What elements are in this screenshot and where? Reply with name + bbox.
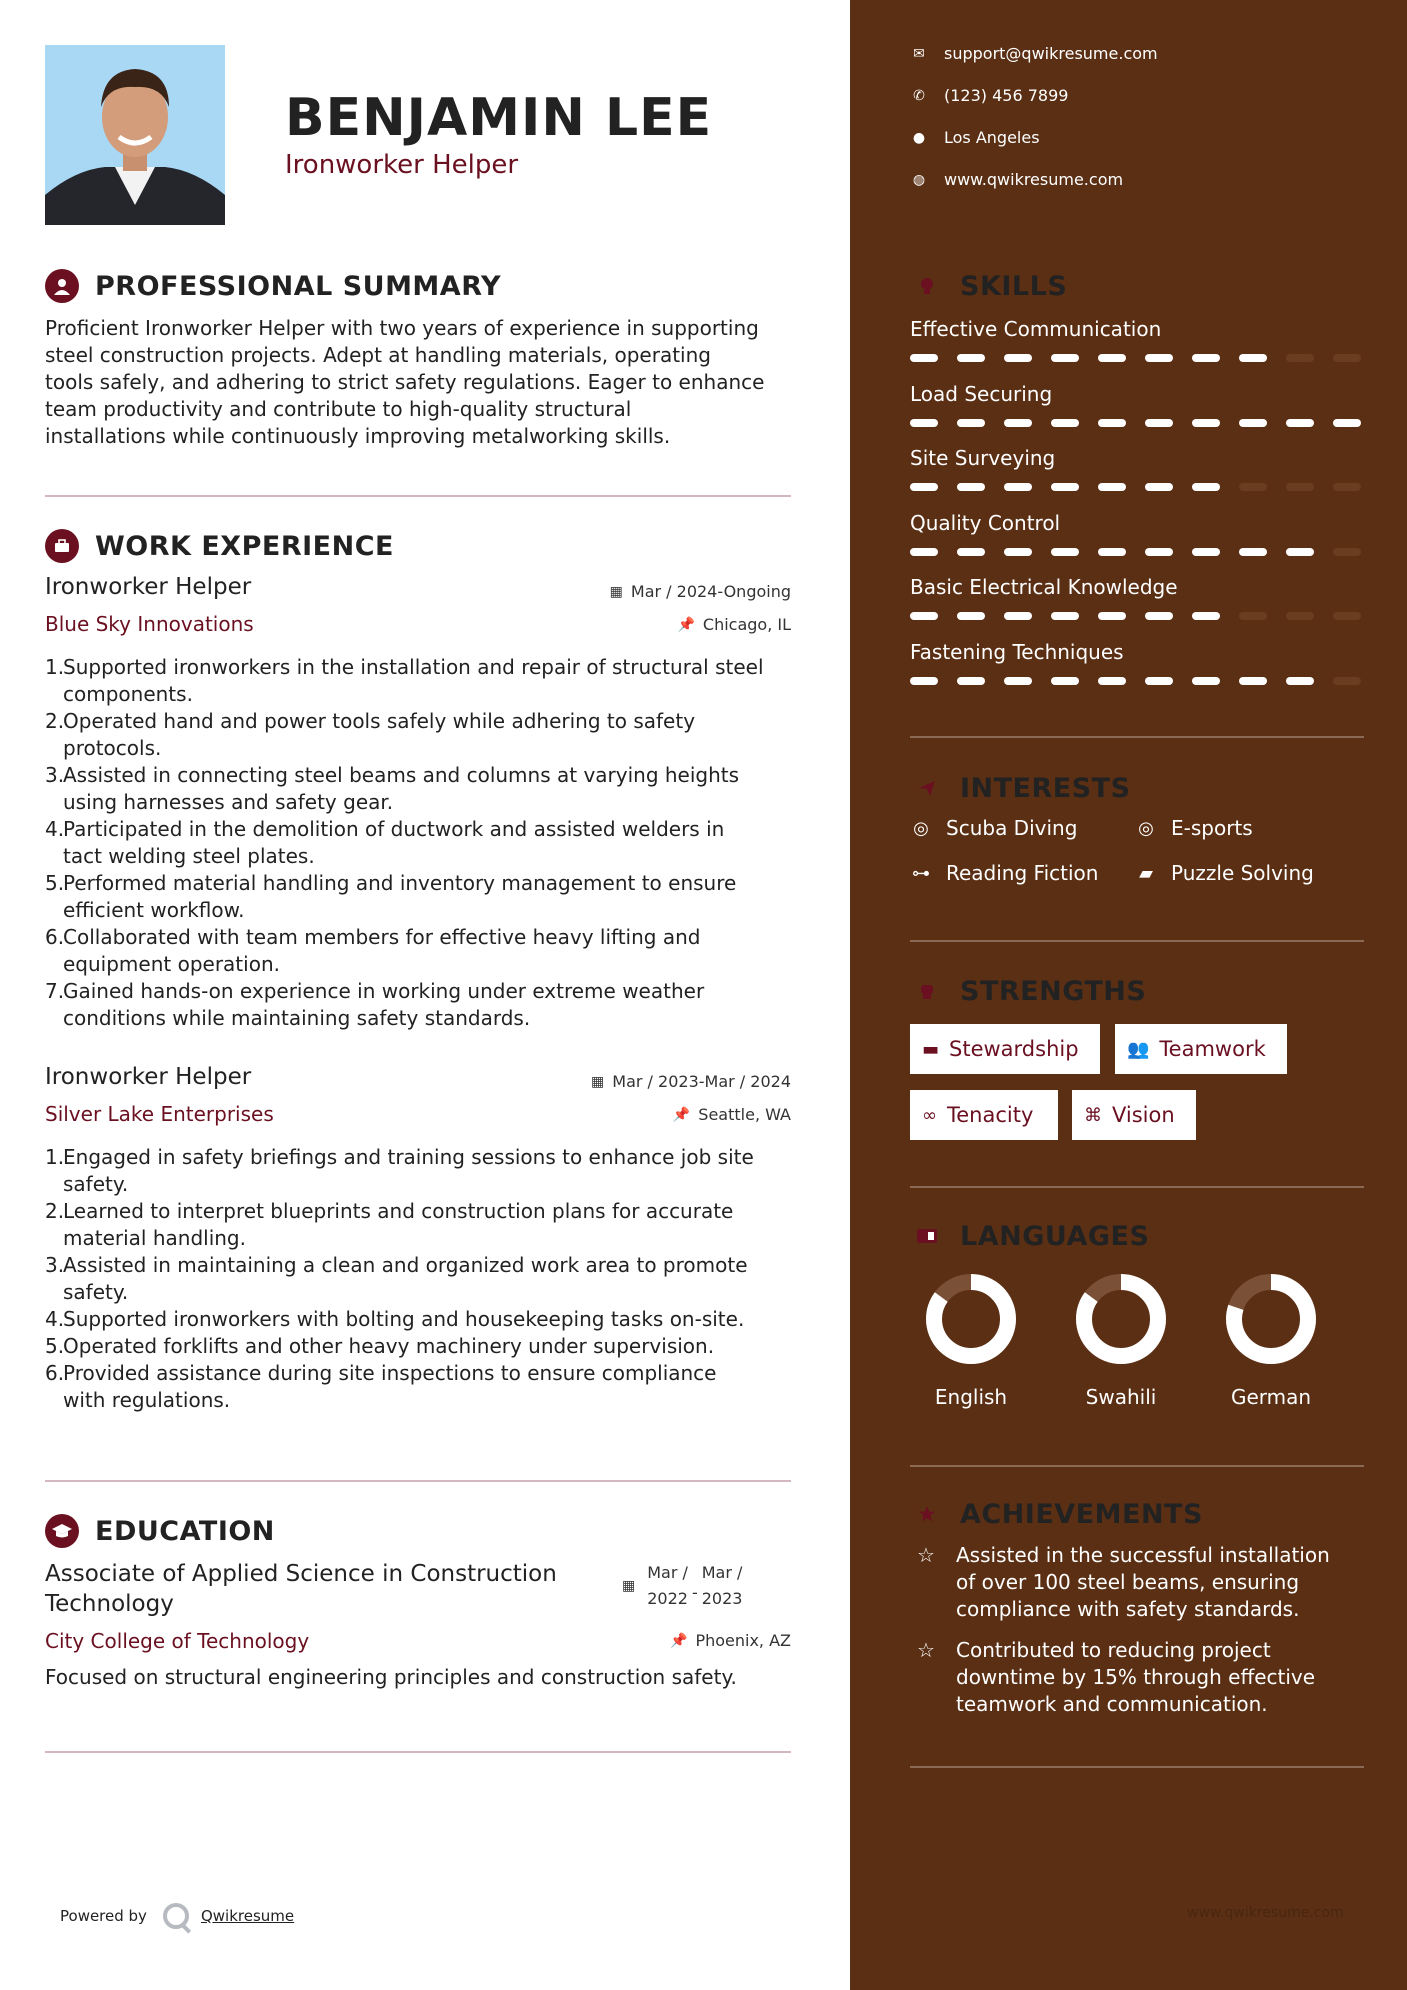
skill-level-segment bbox=[1192, 354, 1220, 362]
skill-name: Effective Communication bbox=[910, 317, 1162, 341]
skill-level-segment bbox=[1333, 483, 1361, 491]
pin-icon: 📌 bbox=[677, 616, 695, 633]
skill-level-segment bbox=[910, 612, 938, 620]
job-dates: ▦ Mar / 2024-Ongoing bbox=[609, 582, 791, 601]
divider bbox=[45, 495, 791, 497]
skill-level-segment bbox=[1051, 612, 1079, 620]
list-item: 7. Gained hands-on experience in working under extreme weather conditions while maintaining safety standards. bbox=[45, 979, 705, 1030]
candidate-name: BENJAMIN LEE bbox=[285, 88, 713, 148]
footer-powered: Powered by Qwikresume bbox=[60, 1903, 294, 1929]
briefcase-icon: ▬ bbox=[922, 1038, 940, 1060]
user-icon bbox=[45, 269, 79, 303]
education-note: Focused on structural engineering principles and construction safety. bbox=[45, 1665, 737, 1689]
divider bbox=[910, 736, 1364, 738]
skill-level-segment bbox=[1098, 677, 1126, 685]
job-location: 📌 Seattle, WA bbox=[672, 1105, 791, 1124]
skill-level-segment bbox=[1098, 612, 1126, 620]
contact-phone: ✆ (123) 456 7899 bbox=[910, 86, 1068, 105]
skill-level-segment bbox=[1286, 612, 1314, 620]
skill-level-segment bbox=[1098, 483, 1126, 491]
language-name: German bbox=[1230, 1385, 1312, 1409]
footer-brand-link[interactable]: Qwikresume bbox=[200, 1907, 295, 1925]
binoculars-icon: ⌘ bbox=[1084, 1104, 1102, 1126]
job-location: 📌 Chicago, IL bbox=[677, 615, 791, 634]
calendar-icon: ▦ bbox=[609, 583, 623, 600]
list-item: 5. Performed material handling and inventory management to ensure efficient workflow. bbox=[45, 871, 737, 922]
skill-level-bar bbox=[910, 419, 1380, 427]
interest-item: ◎ Scuba Diving bbox=[910, 816, 1077, 840]
skill-level-segment bbox=[1051, 354, 1079, 362]
users-icon: 👥 bbox=[1127, 1038, 1150, 1060]
language-name: English bbox=[934, 1385, 1008, 1409]
paper-plane-icon bbox=[910, 771, 944, 805]
summary-heading: PROFESSIONAL SUMMARY bbox=[45, 269, 501, 303]
skill-level-segment bbox=[1192, 548, 1220, 556]
pin-icon: 📌 bbox=[672, 1106, 691, 1123]
graduation-cap-icon bbox=[45, 1514, 79, 1548]
lightbulb-icon bbox=[910, 269, 944, 303]
divider bbox=[45, 1751, 791, 1753]
skill-level-segment bbox=[1239, 419, 1267, 427]
job-title: Ironworker Helper bbox=[45, 574, 252, 600]
language-name: Swahili bbox=[1085, 1385, 1157, 1409]
job-company: Silver Lake Enterprises bbox=[45, 1102, 274, 1126]
divider bbox=[910, 940, 1364, 942]
gamepad-icon: ⊶ bbox=[912, 862, 930, 884]
education-heading: EDUCATION bbox=[45, 1514, 275, 1548]
skill-level-segment bbox=[1145, 677, 1173, 685]
skill-level-segment bbox=[910, 354, 938, 362]
skill-level-bar bbox=[910, 354, 1380, 362]
skill-level-segment bbox=[1192, 419, 1220, 427]
strength-badge: ⌘ Vision bbox=[1072, 1090, 1196, 1140]
skill-name: Load Securing bbox=[910, 381, 1053, 406]
life-ring-icon: ◎ bbox=[913, 817, 929, 839]
languages-heading: LANGUAGES bbox=[910, 1219, 1149, 1253]
achievement-item: ☆ Assisted in the successful installation of over 100 steel beams, ensuring compliance with safety standards. bbox=[910, 1542, 1330, 1623]
star-badge-icon bbox=[910, 1497, 944, 1531]
divider bbox=[910, 1766, 1364, 1768]
skill-level-segment bbox=[910, 483, 938, 491]
pin-icon: 📌 bbox=[670, 1632, 688, 1649]
list-item: 5. Operated forklifts and other heavy machinery under supervision. bbox=[45, 1334, 715, 1358]
calendar-icon: ▦ bbox=[591, 1073, 605, 1090]
skill-level-segment bbox=[1098, 548, 1126, 556]
contact-email[interactable]: ✉ support@qwikresume.com bbox=[910, 44, 1158, 63]
globe-icon: ◍ bbox=[912, 171, 926, 188]
skill-level-segment bbox=[1333, 548, 1361, 556]
skill-level-segment bbox=[1239, 483, 1267, 491]
list-item: 3. Assisted in maintaining a clean and organized work area to promote safety. bbox=[45, 1253, 748, 1304]
experience-heading: WORK EXPERIENCE bbox=[45, 529, 394, 563]
achievements-heading: ACHIEVEMENTS bbox=[910, 1497, 1203, 1531]
divider bbox=[45, 1480, 791, 1482]
skill-level-segment bbox=[1051, 483, 1079, 491]
map-pin-icon: ● bbox=[912, 129, 926, 146]
skill-level-segment bbox=[1098, 354, 1126, 362]
list-item: 6. Provided assistance during site inspections to ensure compliance with regulations. bbox=[45, 1361, 717, 1412]
skill-level-segment bbox=[1004, 419, 1032, 427]
skill-level-bar bbox=[910, 677, 1380, 685]
interest-item: ◎ E-sports bbox=[1135, 816, 1253, 840]
skill-level-segment bbox=[957, 548, 985, 556]
list-item: 3. Assisted in connecting steel beams and columns at varying heights using harnesses and safety gear. bbox=[45, 763, 740, 814]
skill-name: Quality Control bbox=[910, 510, 1061, 535]
education-dates: ▦ Mar / 2022 - Mar / 2023 bbox=[622, 1563, 743, 1608]
divider bbox=[910, 1465, 1364, 1467]
skill-level-bar bbox=[910, 612, 1380, 620]
skill-level-segment bbox=[1192, 483, 1220, 491]
life-ring-icon: ◎ bbox=[1138, 817, 1154, 839]
skill-level-bar bbox=[910, 548, 1380, 556]
fist-icon bbox=[910, 974, 944, 1008]
interest-item: ⊶ Reading Fiction bbox=[912, 861, 1099, 885]
skill-level-segment bbox=[1192, 612, 1220, 620]
skill-level-segment bbox=[1239, 548, 1267, 556]
skill-level-segment bbox=[1286, 354, 1314, 362]
degree-title: Associate of Applied Science in Construction Technology bbox=[45, 1561, 557, 1617]
skill-level-segment bbox=[1239, 677, 1267, 685]
calendar-icon: ▦ bbox=[622, 1578, 636, 1594]
skill-level-segment bbox=[1333, 354, 1361, 362]
job-title: Ironworker Helper bbox=[45, 1064, 252, 1090]
job-bullets bbox=[45, 1144, 815, 1414]
skill-level-segment bbox=[1333, 677, 1361, 685]
list-item: 1. Supported ironworkers in the installation and repair of structural steel components. bbox=[45, 655, 764, 706]
skill-level-segment bbox=[1145, 548, 1173, 556]
phone-icon: ✆ bbox=[913, 87, 925, 104]
list-item: 4. Supported ironworkers with bolting and housekeeping tasks on-site. bbox=[45, 1307, 745, 1331]
skill-level-segment bbox=[1004, 354, 1032, 362]
skill-level-segment bbox=[1098, 419, 1126, 427]
skill-level-segment bbox=[1333, 419, 1361, 427]
skill-name: Basic Electrical Knowledge bbox=[910, 575, 1178, 599]
skill-level-segment bbox=[1145, 612, 1173, 620]
footer-url: www.qwikresume.com bbox=[1187, 1905, 1344, 1921]
divider bbox=[910, 1186, 1364, 1188]
list-item: 2. Learned to interpret blueprints and construction plans for accurate material handling. bbox=[45, 1199, 734, 1250]
skill-level-segment bbox=[1239, 354, 1267, 362]
language-ring bbox=[1075, 1273, 1167, 1365]
strength-badge: 👥 Teamwork bbox=[1115, 1024, 1287, 1074]
contact-location: ● Los Angeles bbox=[910, 128, 1040, 147]
list-item: 4. Participated in the demolition of ductwork and assisted welders in tact welding steel plates. bbox=[45, 817, 725, 868]
skill-level-segment bbox=[1239, 612, 1267, 620]
contact-website[interactable]: ◍ www.qwikresume.com bbox=[910, 170, 1123, 189]
strengths-heading: STRENGTHS bbox=[910, 974, 1146, 1008]
skill-level-segment bbox=[1145, 419, 1173, 427]
list-item: 1. Engaged in safety briefings and training sessions to enhance job site safety. bbox=[45, 1145, 754, 1196]
strength-badge: ∞ Tenacity bbox=[910, 1090, 1058, 1140]
skill-level-segment bbox=[1004, 677, 1032, 685]
skill-name: Site Surveying bbox=[910, 446, 1056, 470]
profile-photo bbox=[45, 45, 225, 225]
link-icon: ∞ bbox=[922, 1104, 937, 1126]
skill-level-segment bbox=[910, 548, 938, 556]
skill-level-segment bbox=[1004, 483, 1032, 491]
skill-level-segment bbox=[957, 483, 985, 491]
skill-level-segment bbox=[1286, 419, 1314, 427]
skill-level-segment bbox=[1286, 483, 1314, 491]
achievement-item: ☆ Contributed to reducing project downtime by 15% through effective teamwork and communication. bbox=[910, 1637, 1315, 1718]
language-icon bbox=[910, 1219, 944, 1253]
job-company: Blue Sky Innovations bbox=[45, 612, 254, 636]
skill-level-segment bbox=[1145, 483, 1173, 491]
skill-name: Fastening Techniques bbox=[910, 639, 1124, 664]
skill-level-segment bbox=[1004, 612, 1032, 620]
qwikresume-logo-icon bbox=[163, 1903, 189, 1929]
skill-level-segment bbox=[1145, 354, 1173, 362]
interest-item: ▰ Puzzle Solving bbox=[1135, 861, 1314, 885]
skill-level-segment bbox=[1004, 548, 1032, 556]
skill-level-segment bbox=[1333, 612, 1361, 620]
book-icon: ▰ bbox=[1139, 862, 1153, 884]
language-ring bbox=[1225, 1273, 1317, 1365]
briefcase-icon bbox=[45, 529, 79, 563]
strength-badge: ▬ Stewardship bbox=[910, 1024, 1100, 1074]
shooting-star-icon: ☆ bbox=[917, 1638, 935, 1662]
list-item: 6. Collaborated with team members for effective heavy lifting and equipment operation. bbox=[45, 925, 701, 976]
candidate-title: Ironworker Helper bbox=[285, 150, 519, 180]
skill-level-segment bbox=[1192, 677, 1220, 685]
list-item: 2. Operated hand and power tools safely while adhering to safety protocols. bbox=[45, 709, 696, 760]
skill-level-segment bbox=[1286, 677, 1314, 685]
skill-level-segment bbox=[957, 612, 985, 620]
skill-level-segment bbox=[1051, 548, 1079, 556]
school-name: City College of Technology bbox=[45, 1629, 310, 1653]
skill-level-segment bbox=[910, 419, 938, 427]
job-bullets bbox=[45, 654, 815, 1032]
language-ring bbox=[925, 1273, 1017, 1365]
skill-level-segment bbox=[957, 354, 985, 362]
envelope-icon: ✉ bbox=[913, 45, 925, 62]
skill-level-segment bbox=[910, 677, 938, 685]
education-location: 📌 Phoenix, AZ bbox=[670, 1631, 791, 1650]
skill-level-segment bbox=[1051, 677, 1079, 685]
skill-level-bar bbox=[910, 483, 1380, 491]
interests-heading: INTERESTS bbox=[910, 771, 1131, 805]
shooting-star-icon: ☆ bbox=[917, 1543, 935, 1567]
skill-level-segment bbox=[957, 419, 985, 427]
skill-level-segment bbox=[957, 677, 985, 685]
skill-level-segment bbox=[1286, 548, 1314, 556]
skills-heading: SKILLS bbox=[910, 269, 1067, 303]
skill-level-segment bbox=[1051, 419, 1079, 427]
job-dates: ▦ Mar / 2023-Mar / 2024 bbox=[591, 1072, 791, 1091]
summary-text: Proficient Ironworker Helper with two years of experience in supporting steel construction projects. Adept at handling materials, operating tools safely, and adhering to strict safety regulations. Eager to enhance team productivity and contribute to high-quality structural installations while continuously improving metalworking skills. bbox=[45, 316, 765, 448]
